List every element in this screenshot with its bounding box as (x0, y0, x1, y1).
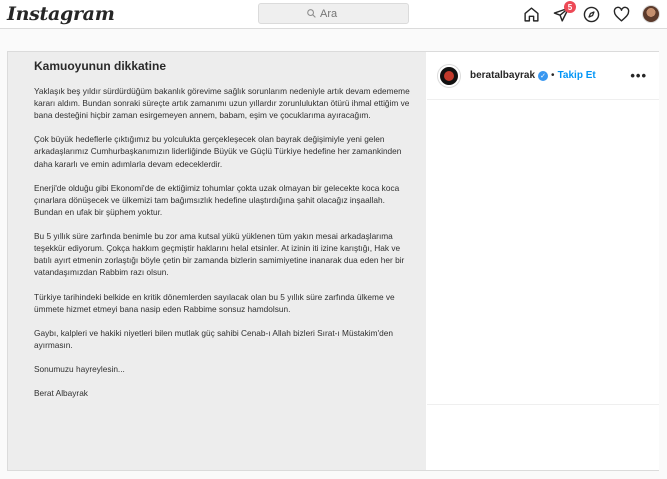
letter-paragraph: Yaklaşık beş yıldır sürdürdüğüm bakanlık görevime sağlık sorunlarım nedeniyle artık devam edememe kararı aldım. Bundan sonraki süreçte artık zamanımı uzun yıllardır zorunluluktan ötürü ihmal ettiğim ve bana desteğini hiçbir zaman esirgemeyen annem, babam, eşim ve çocuklarıma ayıracağım. (34, 86, 410, 121)
verified-badge-icon: ✓ (538, 71, 548, 81)
instagram-logo[interactable]: Instagram (7, 3, 115, 25)
post-image-letter (8, 52, 426, 470)
sidebar-divider (427, 404, 659, 405)
follow-button[interactable]: Takip Et (557, 70, 596, 81)
author-username[interactable]: beratalbayrak (470, 70, 536, 81)
search-icon (307, 9, 316, 18)
letter-paragraph: Çok büyük hedeflerle çıktığımız bu yolculukta gerçekleşecek olan bayrak değişimiyle yeni gelen arkadaşlarımız Cumhurbaşkanımızın liderliğinde Büyük ve Güçlü Türkiye hedefine her zamankinden daha kararlı ve emin adımlarla devam edeceklerdir. (34, 134, 402, 169)
letter-signature: Berat Albayrak (34, 388, 88, 399)
search-box[interactable] (258, 3, 409, 24)
activity-heart-icon[interactable] (611, 4, 631, 24)
post-card (7, 51, 659, 471)
profile-avatar-icon[interactable] (641, 4, 661, 24)
home-icon[interactable] (521, 4, 541, 24)
separator-dot: • (551, 70, 555, 81)
top-navigation-bar (0, 0, 667, 29)
notification-badge: 5 (564, 1, 576, 13)
letter-paragraph: Enerji'de olduğu gibi Ekonomi'de de ektiğimiz tohumlar çokta uzak olmayan bir gelecekte koca koca çınarlara dönüşecek ve ülkemizi tam bağımsızlık hedefine ulaştırdığına şahit olacağız inşaallah. Bundan en ufak bir şüphem yoktur. (34, 182, 400, 217)
direct-messages-icon[interactable] (551, 4, 571, 24)
search-input[interactable] (320, 8, 360, 20)
letter-title: Kamuoyunun dikkatine (34, 59, 167, 73)
post-header (427, 52, 659, 100)
letter-paragraph: Türkiye tarihindeki belkide en kritik dönemlerden sayılacak olan bu 5 yıllık süre zarfında ülkeme ve ümmete hizmet etmeyi bana nasip eden Rabbime sonsuz hamdolsun. (34, 291, 395, 314)
explore-compass-icon[interactable] (581, 4, 601, 24)
letter-paragraph: Sonumuzu hayreylesin... (34, 364, 125, 375)
author-avatar[interactable] (438, 65, 460, 87)
letter-body (34, 85, 410, 412)
nav-icons (521, 4, 661, 24)
letter-paragraph: Bu 5 yıllık süre zarfında benimle bu zor ama kutsal yükü yüklenen tüm yakın mesai arkadaşlarıma teşekkür ediyorum. Çokça hakkım geçmiştir haklarını helal etsinler. At izinin iti izine karıştığı, Hak ve batılı ayırt etmenin zorlaştığı böyle çetin bir zamanda bizlerin samimiyetine inanarak dua eden her bir vatandaşımızdan Rabbim razı olsun. (34, 231, 405, 278)
letter-paragraph: Gaybı, kalpleri ve hakiki niyetleri bilen mutlak güç sahibi Cenab-ı Allah bizleri Sırat-ı Müstakim'den ayırmasın. (34, 327, 393, 350)
post-sidebar (427, 52, 659, 470)
more-options-icon[interactable]: ••• (630, 68, 647, 83)
